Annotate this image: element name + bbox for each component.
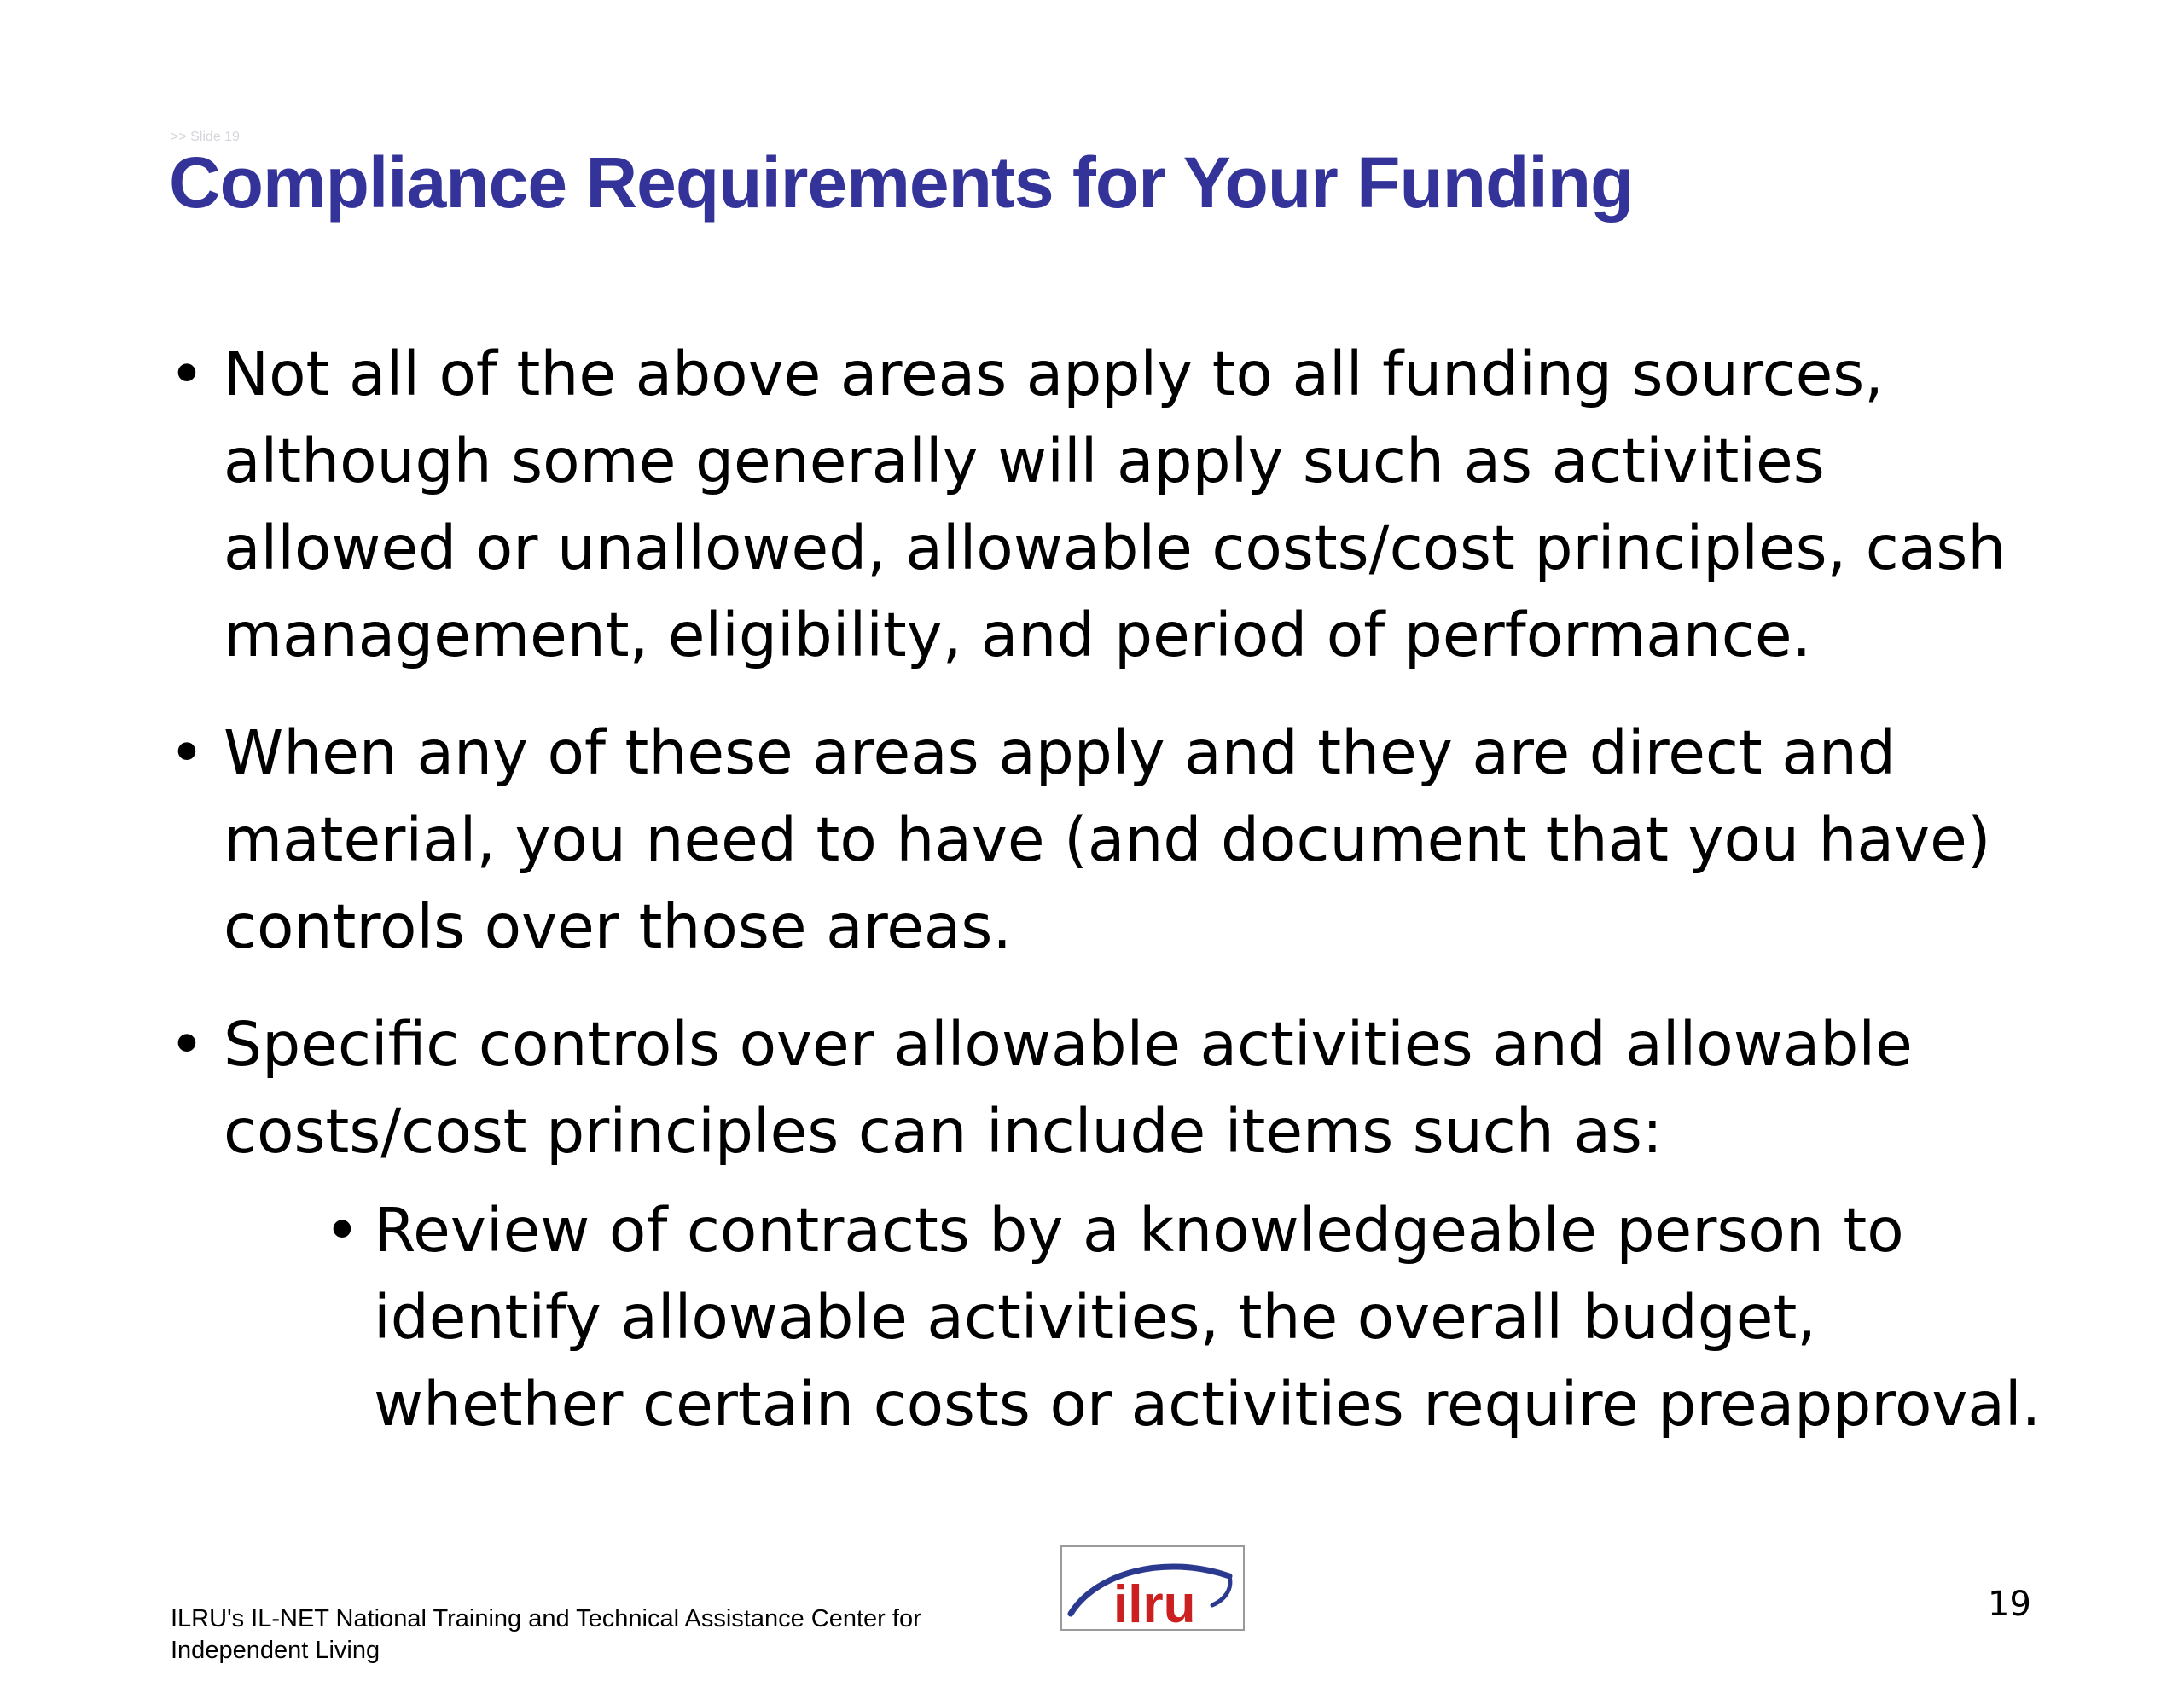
bullet-text: Specific controls over allowable activities and allowable costs/cost principles can include items such as: [224,1009,1913,1167]
bullet-icon: • [169,717,205,788]
bullet-item [169,710,2063,971]
slide-title: Compliance Requirements for Your Funding [169,142,1634,223]
sub-bullet-item [224,1187,2063,1448]
bullet-icon: • [169,339,205,409]
bullet-icon: • [169,1009,205,1080]
bullet-text: When any of these areas apply and they are direct and material, you need to have (and document that you have) controls over those areas. [224,717,1991,962]
slide-marker: >> Slide 19 [171,130,240,144]
bullet-text: Not all of the above areas apply to all funding sources, although some generally will apply such as activities allowed or unallowed, allowable costs/cost principles, cash management, eligibility, and period of performance. [224,339,2007,670]
bullet-item [169,331,2063,679]
sub-bullet-text: Review of contracts by a knowledgeable person to identify allowable activities, the overall budget, whether certain costs or activities require preapproval. [374,1195,2042,1440]
ilru-logo [1060,1545,1245,1631]
bullet-item [169,1001,2063,1448]
footer-organization: ILRU's IL-NET National Training and Technical Assistance Center for Independent Living [171,1605,921,1664]
ilru-logo-graphic [1062,1547,1243,1629]
sub-bullet-list [224,1187,2063,1448]
page-number: 19 [1988,1585,2031,1624]
bullet-list [169,331,2063,1479]
logo-swoosh-tail [1212,1576,1230,1605]
logo-text: ilru [1113,1575,1196,1629]
sub-bullet-icon: • [324,1195,360,1266]
